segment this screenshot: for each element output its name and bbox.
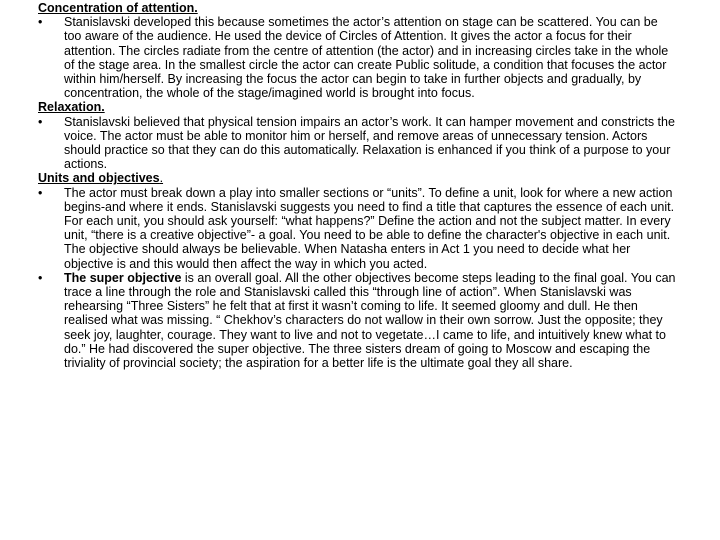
bullet-marker: • xyxy=(38,270,43,285)
bullet-relaxation xyxy=(38,115,678,172)
bullet-text: The actor must break down a play into smaller sections or “units”. To define a unit, look for where a new action begins-and where it ends. Stanislavski suggests you need to find a title that captures the essence of each unit. For each unit, you should ask yourself: “what happens?” Define the action and not the subject matter. In every unit, “there is a creative objective”- a goal. You need to be able to define the character's objective in each unit. The objective should always be believable. When Natasha enters in Act 1 you need to decide what her objective is and this would then affect the way in which you acted. xyxy=(64,185,675,271)
heading-concentration: Concentration of attention. xyxy=(38,1,198,15)
bullet-units xyxy=(38,186,678,271)
bullet-concentration xyxy=(38,15,678,100)
bullet-marker: • xyxy=(38,114,43,129)
bullet-marker: • xyxy=(38,185,43,200)
bullet-lead-text: The super objective xyxy=(64,270,182,285)
text-body xyxy=(38,1,678,370)
bullet-text: Stanislavski developed this because sometimes the actor’s attention on stage can be scattered. You can be too aware of the audience. He used the device of Circles of Attention. It gives the actor a focus for their attention. The circles radiate from the centre of attention (the actor) and in increasing circles take in the whole of the stage area. In the smallest circle the actor can create Public solitude, a condition that focuses the actor within him/herself. By increasing the focus the actor can begin to take in further objects and gradually, by concentration, the whole of the stage/imagined world is brought into focus. xyxy=(64,15,669,101)
heading-units-objectives: Units and objectives. xyxy=(38,171,164,186)
bullet-text: Stanislavski believed that physical tension impairs an actor’s work. It can hamper movement and constricts the voice. The actor must be able to monitor him or herself, and remove areas of unnecessary tension. Actors should practice so that they can do this automatically. Relaxation is enhanced if you think of a purpose to your actions. xyxy=(64,114,675,172)
bullet-marker: • xyxy=(38,15,43,30)
heading-relaxation: Relaxation. xyxy=(38,100,105,115)
bullet-text: is an overall goal. All the other objectives become steps leading to the final goal. You can trace a line through the role and Stanislavski called this “through line of action”. When Stanislavski was rehearsing “Three Sisters” he felt that at first it wasn’t coming to life. It seemed gloomy and dull. He then realised what was missing. “ Chekhov’s characters do not wallow in their own sorrow. Just the opposite; they seek joy, laughter, courage. They want to live and not to vegetate…I came to life, and intuitively knew what to do.” He had discovered the super objective. The three sisters dream of going to Moscow and escaping the triviality of provincial society; the aspiration for a better life is the ultimate goal they all share. xyxy=(64,270,676,371)
bullet-super-objective xyxy=(38,271,678,370)
